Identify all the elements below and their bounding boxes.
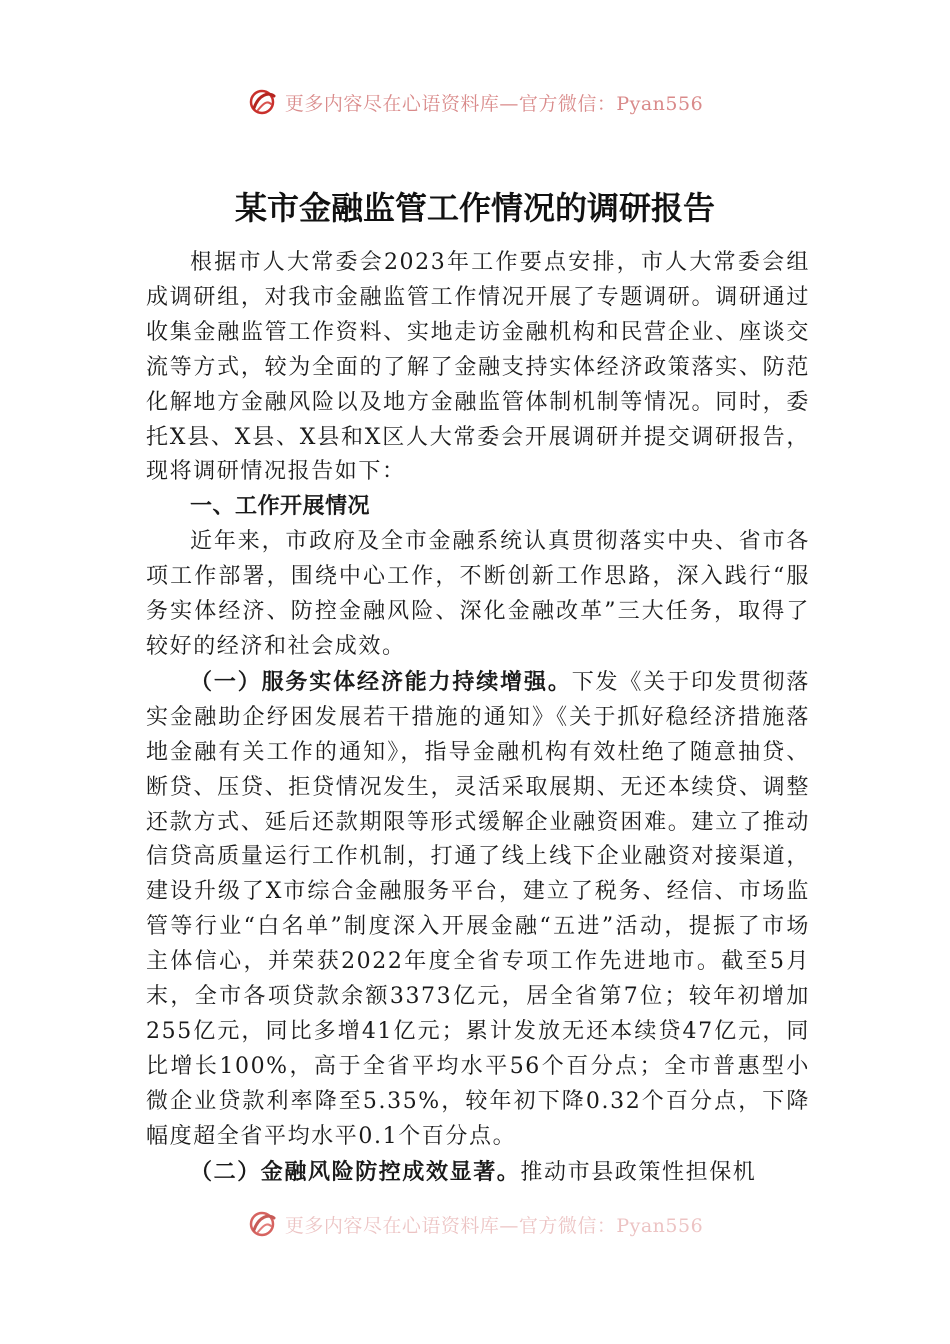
watermark-text: 更多内容尽在心语资料库—官方微信：Pyan556	[284, 92, 704, 115]
item-lead: （一）服务实体经济能力持续增强。	[190, 668, 572, 695]
section-paragraph: 近年来，市政府及全市金融系统认真贯彻落实中央、省市各项工作部署，围绕中心工作，不断创新工作思路，深入践行“服务实体经济、防控金融风险、深化金融改革”三大任务，取得了较好的经济和社会成效。	[146, 529, 810, 659]
brush-swirl-icon	[247, 1208, 279, 1240]
brush-swirl-icon	[247, 86, 279, 118]
item-body: 下发《关于印发贯彻落实金融助企纾困发展若干措施的通知》《关于抓好稳经济措施落地金融有关工作的通知》，指导金融机构有效杜绝了随意抽贷、断贷、压贷、拒贷情况发生，灵活采取展期、无还本续贷、调整还款方式、延后还款期限等形式缓解企业融资困难。建立了推动信贷高质量运行工作机制，打通了线上线下企业融资对接渠道，建设升级了X市综合金融服务平台，建立了税务、经信、市场监管等行业“白名单”制度深入开展金融“五进”活动，提振了市场主体信心，并荣获2022年度全省专项工作先进地市。截至5月末，全市各项贷款余额3373亿元，居全省第7位；较年初增加255亿元，同比多增41亿元；累计发放无还本续贷47亿元，同比增长100%，高于全省平均水平56个百分点；全市普惠型小微企业贷款利率降至5.35%，较年初下降0.32个百分点，下降幅度超全省平均水平0.1个百分点。	[146, 669, 810, 1149]
item-paragraph-2	[146, 1155, 810, 1191]
header-watermark	[0, 82, 950, 122]
section-heading: 一、工作开展情况	[190, 494, 371, 520]
footer-watermark	[0, 1204, 950, 1244]
item-paragraph-1	[146, 665, 810, 1155]
item-lead: （二）金融风险防控成效显著。	[190, 1158, 521, 1185]
intro-paragraph: 根据市人大常委会2023年工作要点安排，市人大常委会组成调研组，对我市金融监管工作情况开展了专题调研。调研通过收集金融监管工作资料、实地走访金融机构和民营企业、座谈交流等方式，较为全面的了解了金融支持实体经济政策落实、防范化解地方金融风险以及地方金融监管体制机制等情况。同时，委托X县、X县、X县和X区人大常委会开展调研并提交调研报告，现将调研情况报告如下：	[146, 250, 810, 485]
document-title: 某市金融监管工作情况的调研报告	[234, 189, 715, 227]
document-body	[146, 246, 810, 1190]
watermark-text: 更多内容尽在心语资料库—官方微信：Pyan556	[284, 1214, 704, 1237]
item-body: 推动市县政策性担保机	[520, 1159, 757, 1185]
